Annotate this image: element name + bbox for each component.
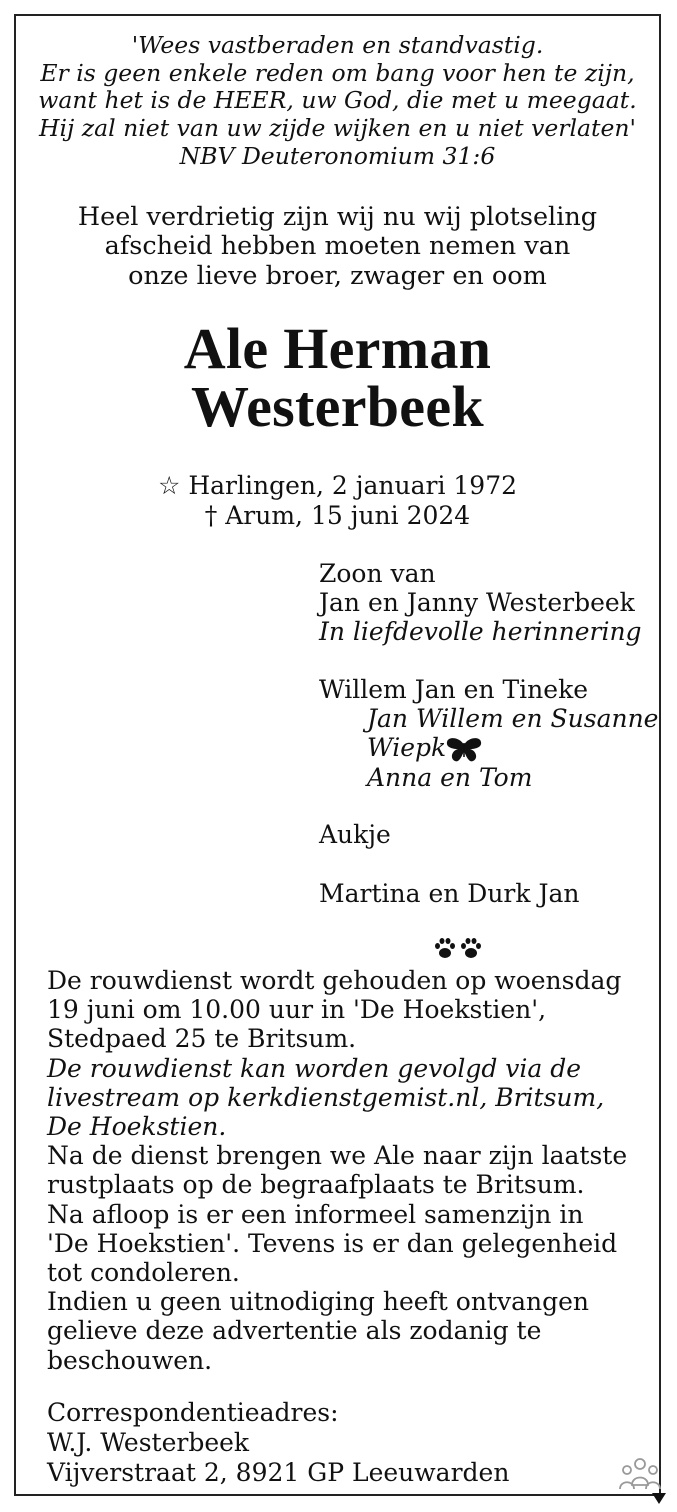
service-line: De rouwdienst wordt gehouden op woensdag — [47, 966, 622, 995]
livestream-line: De Hoekstien. — [47, 1112, 227, 1142]
intro-text — [14, 203, 661, 291]
sibling-name: Aukje — [319, 820, 391, 849]
after-service-line: gelieve deze advertentie als zodanig te — [47, 1316, 542, 1346]
life-dates — [14, 471, 661, 531]
intro-line: afscheid hebben moeten nemen van — [104, 231, 571, 262]
verse-line: Hij zal niet van uw zijde wijken en u niet verlaten' — [39, 114, 636, 143]
service-info — [47, 966, 627, 1375]
after-service-line: tot condoleren. — [47, 1258, 240, 1288]
intro-line: onze lieve broer, zwager en oom — [128, 260, 547, 291]
after-service-line: Na de dienst brengen we Ale naar zijn laatste — [47, 1141, 628, 1171]
bible-verse — [14, 32, 661, 171]
verse-line: want het is de HEER, uw God, die met u meegaat. — [38, 86, 637, 115]
in-memoriam-text: In liefdevolle herinnering — [319, 617, 642, 646]
deceased-first-names: Ale Herman — [183, 316, 492, 381]
service-line: Stedpaed 25 te Britsum. — [47, 1024, 357, 1054]
arrow-down-icon[interactable] — [651, 1491, 667, 1505]
intro-line: Heel verdrietig zijn wij nu wij plotseling — [77, 202, 598, 232]
verse-line: 'Wees vastberaden en standvastig. — [131, 31, 544, 59]
children-list — [367, 704, 658, 792]
birth-date: Harlingen, 2 januari 1972 — [188, 471, 518, 500]
livestream-line: livestream op kerkdienstgemist.nl, Britsum, — [47, 1082, 605, 1112]
death-date: Arum, 15 juni 2024 — [225, 501, 471, 530]
correspondence-address — [47, 1398, 509, 1488]
sibling-name: Willem Jan en Tineke — [319, 675, 589, 704]
son-of-label: Zoon van — [319, 559, 436, 588]
son-of-block — [319, 559, 642, 646]
correspondence-street: Vijverstraat 2, 8921 GP Leeuwarden — [47, 1458, 510, 1487]
child-name: Jan Willem en Susanne — [367, 704, 659, 733]
after-service-line: 'De Hoekstien'. Tevens is er dan gelegenheid — [47, 1228, 618, 1258]
after-service-line: Indien u geen uitnodiging heeft ontvangen — [47, 1287, 590, 1317]
child-name: Wiepk — [367, 733, 447, 762]
verse-line: Er is geen enkele reden om bang voor hen te zijn, — [40, 58, 635, 87]
deceased-name — [14, 316, 661, 439]
correspondence-label: Correspondentieadres: — [47, 1398, 339, 1427]
child-name: Anna en Tom — [367, 762, 533, 792]
birth-star-symbol: ☆ — [157, 471, 181, 500]
after-service-line: beschouwen. — [47, 1345, 213, 1375]
after-service-line: rustplaats op de begraafplaats te Britsum. — [47, 1170, 585, 1200]
people-icon — [618, 1455, 662, 1495]
death-cross-symbol: † — [204, 501, 218, 530]
child-name-row — [367, 733, 658, 763]
service-line: 19 juni om 10.00 uur in 'De Hoekstien', — [47, 995, 547, 1025]
butterfly-icon — [446, 737, 482, 763]
paw-prints-icon — [434, 936, 486, 962]
after-service-line: Na afloop is er een informeel samenzijn in — [47, 1199, 584, 1229]
livestream-line: De rouwdienst kan worden gevolgd via de — [47, 1053, 582, 1083]
deceased-surname: Westerbeek — [191, 374, 484, 439]
birth-line — [14, 471, 661, 501]
death-line — [14, 501, 661, 531]
parents-names: Jan en Janny Westerbeek — [319, 588, 635, 617]
sibling-name: Martina en Durk Jan — [319, 879, 580, 908]
verse-reference: NBV Deuteronomium 31:6 — [179, 141, 496, 170]
correspondence-name: W.J. Westerbeek — [47, 1428, 250, 1457]
